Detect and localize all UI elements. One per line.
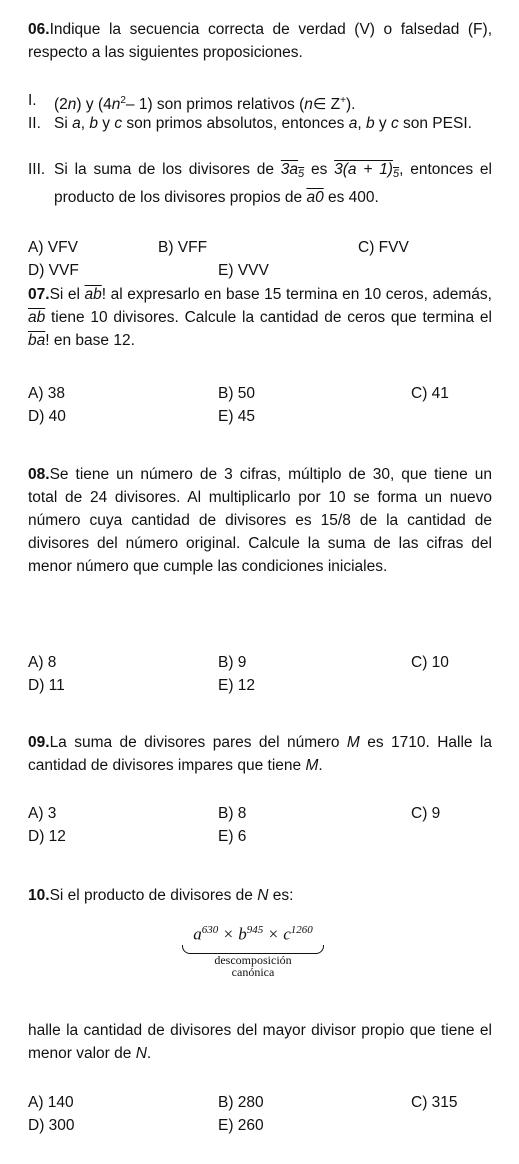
option-d: D) 12 — [28, 828, 66, 845]
option-c: C) 315 — [411, 1094, 458, 1111]
option-b: B) 280 — [218, 1094, 264, 1111]
option-e: E) 45 — [218, 408, 256, 425]
question-number: 07. — [28, 286, 50, 303]
option-d: D) 40 — [28, 408, 66, 425]
question-text: halle la cantidad de divisores del mayor divisor propio que tiene el menor valor de N. — [28, 1022, 492, 1062]
question-text: Se tiene un número de 3 cifras, múltiplo de 30, que tiene un total de 24 divisores. Al multiplicarlo por 10 se forma un nuevo número cuya cantidad de divisores es 15/8 de la cantidad de divisores del número original. Calcule la suma de las cifras del menor número que cumple las condiciones iniciales. — [28, 466, 492, 575]
option-a: A) 38 — [28, 385, 66, 402]
proposition-text: Si a, b y c son primos absolutos, entonces a, b y c son PESI. — [54, 115, 472, 132]
question-text: Si el producto de divisores de N es: — [49, 887, 294, 904]
proposition-numeral: I. — [28, 92, 37, 109]
question-06 — [28, 18, 492, 64]
option-a: A) VFV — [28, 239, 78, 256]
question-text: La suma de divisores pares del número M es 1710. Halle la cantidad de divisores impares que tiene M. — [28, 734, 492, 774]
question-text: Indique la secuencia correcta de verdad (V) o falsedad (F), respecto a las siguientes proposiciones. — [28, 21, 492, 61]
option-d: D) 300 — [28, 1117, 75, 1134]
option-a: A) 140 — [28, 1094, 74, 1111]
question-07 — [28, 283, 492, 352]
question-09 — [28, 731, 492, 777]
question-number: 10. — [28, 887, 50, 904]
option-c: C) FVV — [358, 239, 409, 256]
proposition-numeral: III. — [28, 161, 46, 178]
proposition-text: (2n) y ($4n^2-$ 1) son primos relativos (n∈ Z+). — [54, 95, 356, 113]
formula-expression: $a^{630} \times b^{945} \times c^{1260}$ — [193, 924, 313, 944]
proposition-text: Si la suma de los divisores de $3a_5$ es $3(a + 1)_5$, entonces el producto de los divisores propios de a0 es 400. — [54, 161, 492, 206]
option-d: D) VVF — [28, 262, 79, 279]
question-number: 09. — [28, 734, 50, 751]
option-c: C) 41 — [411, 385, 449, 402]
question-10 — [28, 884, 492, 907]
formula-note-2: canónica — [231, 964, 275, 979]
question-10-continuation — [28, 1019, 492, 1065]
question-number: 06. — [28, 21, 50, 38]
proposition-numeral: II. — [28, 115, 41, 132]
option-c: C) 9 — [411, 805, 441, 822]
option-b: B) VFF — [158, 239, 208, 256]
option-c: C) 10 — [411, 654, 449, 671]
option-e: E) 6 — [218, 828, 247, 845]
question-number: 08. — [28, 466, 50, 483]
formula-note-1: descomposición — [214, 952, 292, 967]
option-d: D) 11 — [28, 677, 65, 694]
option-a: A) 8 — [28, 654, 57, 671]
option-e: E) 260 — [218, 1117, 264, 1134]
option-e: E) 12 — [218, 677, 256, 694]
option-e: E) VVV — [218, 262, 269, 279]
option-a: A) 3 — [28, 805, 57, 822]
question-text: Si el $\overline{ab}$! al expresarlo en base 15 termina en 10 ceros, además, $\overline{ab}$ tiene 10 divisores. Calcule la cantidad de ceros que termina el $\overline{ba}$! en base 12. — [28, 286, 492, 349]
option-b: B) 8 — [218, 805, 247, 822]
option-b: B) 9 — [218, 654, 247, 671]
option-b: B) 50 — [218, 385, 256, 402]
divisor-product-formula — [178, 924, 328, 978]
question-08 — [28, 463, 492, 578]
